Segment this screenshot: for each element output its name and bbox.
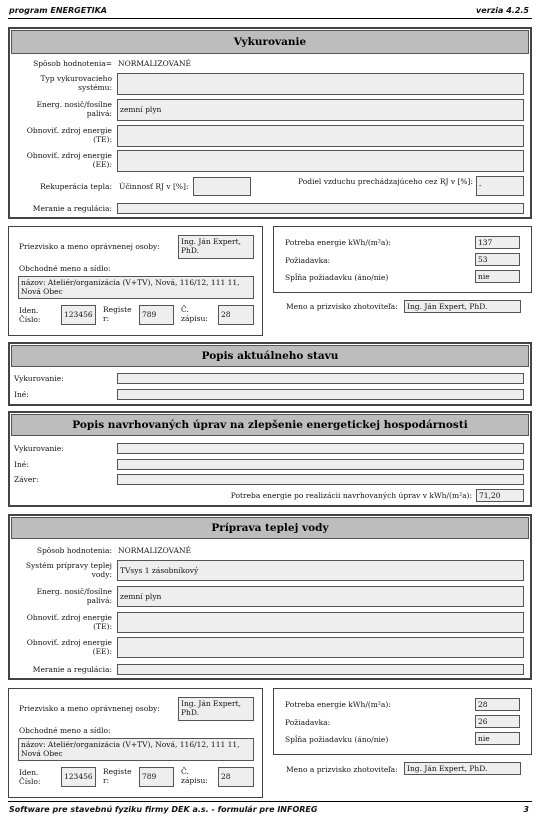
register-label: Registe r: [103,305,132,323]
heating-method-value: NORMALIZOVANÉ [118,59,191,68]
id-number-field-2[interactable]: 123456 [61,767,96,787]
requirement-label: Požiadavka: [285,256,331,265]
heating-title: Vykurovanie [11,30,529,54]
hot-water-method-value: NORMALIZOVANÉ [118,546,191,555]
proposal-heating-label: Vykurovanie: [14,444,64,453]
entry-number-field-2[interactable]: 28 [218,767,254,787]
id-number-label-2: Iden. Číslo: [19,768,41,786]
footer-text: Software pre stavebnú fyziku firmy DEK a.s. - formulár pre INFOREG [9,805,318,814]
register-field-2[interactable]: 789 [139,767,174,787]
current-heating-field[interactable] [117,373,524,384]
header-rule [8,18,532,19]
requirement-field-2[interactable]: 26 [475,715,520,728]
proposal-heating-field[interactable] [117,443,524,454]
hot-water-system-field[interactable]: TVsys 1 zásobníkový [117,560,524,581]
proposal-other-label: Iné: [14,460,29,469]
hot-water-te-field[interactable] [117,612,524,633]
efficiency-field[interactable] [193,177,251,196]
id-number-field[interactable]: 123456 [61,305,96,325]
heating-method-label: Spôsob hodnotenia= [33,59,112,68]
id-number-label: Iden. Číslo: [19,306,41,324]
person-name-label: Priezvisko a meno oprávnenej osoby: [19,242,160,251]
energy-demand-label: Potreba energie kWh/(m²a): [285,238,391,247]
meets-requirement-label-2: Spĺňa požiadavku (áno/nie) [285,735,389,744]
hot-water-title: Príprava teplej vody [11,517,529,539]
hot-water-system-label: Systém prípravy teplej vody: [25,561,112,579]
version-label: verzia 4.2.5 [476,6,529,15]
post-renovation-demand-field[interactable]: 71,20 [476,489,524,502]
contractor-label-2: Meno a prizvisko zhotoviteľa: [286,765,398,774]
company-label: Obchodné meno a sídlo: [19,264,111,273]
requirement-label-2: Požiadavka: [285,718,331,727]
meets-requirement-label: Spĺňa požiadavku (áno/nie) [285,273,389,282]
person-name-label-2: Priezvisko a meno oprávnenej osoby: [19,704,160,713]
entry-number-field[interactable]: 28 [218,305,254,325]
conclusion-field[interactable] [117,474,524,485]
hot-water-regulation-field[interactable] [117,664,524,675]
heating-te-field[interactable] [117,125,524,147]
current-other-field[interactable] [117,389,524,400]
current-heating-label: Vykurovanie: [14,374,64,383]
meets-requirement-field[interactable]: nie [475,270,520,283]
post-renovation-demand-label: Potreba energie po realizácii navrhovaných úprav v kWh/(m²a): [230,491,472,500]
contractor-field-2[interactable]: Ing. Ján Expert, PhD. [404,762,521,775]
entry-number-label: Č. zápisu: [181,305,208,323]
heating-te-label: Obnoviť. zdroj energie (TE): [26,126,112,144]
heating-system-label: Typ vykurovacieho systému: [40,74,112,92]
hot-water-fuel-field[interactable]: zemní plyn [117,586,524,607]
person-name-field-2[interactable]: Ing. Ján Expert, PhD. [178,697,254,721]
company-label-2: Obchodné meno a sídlo: [19,726,111,735]
efficiency-label: Účinnosť RJ v [%]: [119,182,189,191]
energy-demand-field-2[interactable]: 28 [475,698,520,711]
hot-water-fuel-label: Energ. nosič/fosílne palivá: [36,587,112,605]
meets-requirement-field-2[interactable]: nie [475,732,520,745]
conclusion-label: Záver: [14,475,39,484]
heating-regulation-label: Meranie a regulácia: [32,204,112,213]
hot-water-te-label: Obnoviť. zdroj energie (TE): [26,613,112,631]
energy-demand-field[interactable]: 137 [475,236,520,249]
energy-demand-label-2: Potreba energie kWh/(m²a): [285,700,391,709]
current-state-title: Popis aktuálneho stavu [11,345,529,367]
recuperation-label: Rekuperácia tepla: [40,182,112,191]
air-share-label: Podiel vzduchu prechádzajúceho cez RJ v [%]: [298,177,473,186]
proposals-title: Popis navrhovaných úprav na zlepšenie energetickej hospodárnosti [11,414,529,436]
hot-water-method-label: Spôsob hodnotenia: [36,546,112,555]
program-name: program ENERGETIKA [9,6,107,15]
air-share-field[interactable]: - [476,176,524,196]
heating-regulation-field[interactable] [117,203,524,214]
page-number: 3 [523,805,529,814]
requirement-field[interactable]: 53 [475,253,520,266]
hot-water-ee-field[interactable] [117,637,524,658]
heating-fuel-field[interactable]: zemní plyn [117,99,524,121]
contractor-label: Meno a prizvisko zhotoviteľa: [286,302,398,311]
hot-water-regulation-label: Meranie a regulácia: [32,665,112,674]
person-name-field[interactable]: Ing. Ján Expert, PhD. [178,235,254,259]
proposal-other-field[interactable] [117,459,524,470]
current-other-label: Iné: [14,390,29,399]
company-field-2[interactable]: názov: Ateliér/organizácia (V+TV), Nová, 116/12, 111 11, Nová Obec [18,738,254,761]
heating-system-field[interactable] [117,73,524,95]
hot-water-ee-label: Obnoviť. zdroj energie (EE): [26,638,112,656]
register-field[interactable]: 789 [139,305,174,325]
footer-rule [8,801,532,802]
register-label-2: Registe r: [103,767,132,785]
company-field[interactable]: názov: Ateliér/organizácia (V+TV), Nová, 116/12, 111 11, Nová Obec [18,276,254,299]
contractor-field[interactable]: Ing. Ján Expert, PhD. [404,300,521,313]
heating-ee-label: Obnoviť. zdroj energie (EE): [26,151,112,169]
heating-ee-field[interactable] [117,150,524,172]
heating-fuel-label: Energ. nosič/fosílne palivá: [36,100,112,118]
entry-number-label-2: Č. zápisu: [181,767,208,785]
